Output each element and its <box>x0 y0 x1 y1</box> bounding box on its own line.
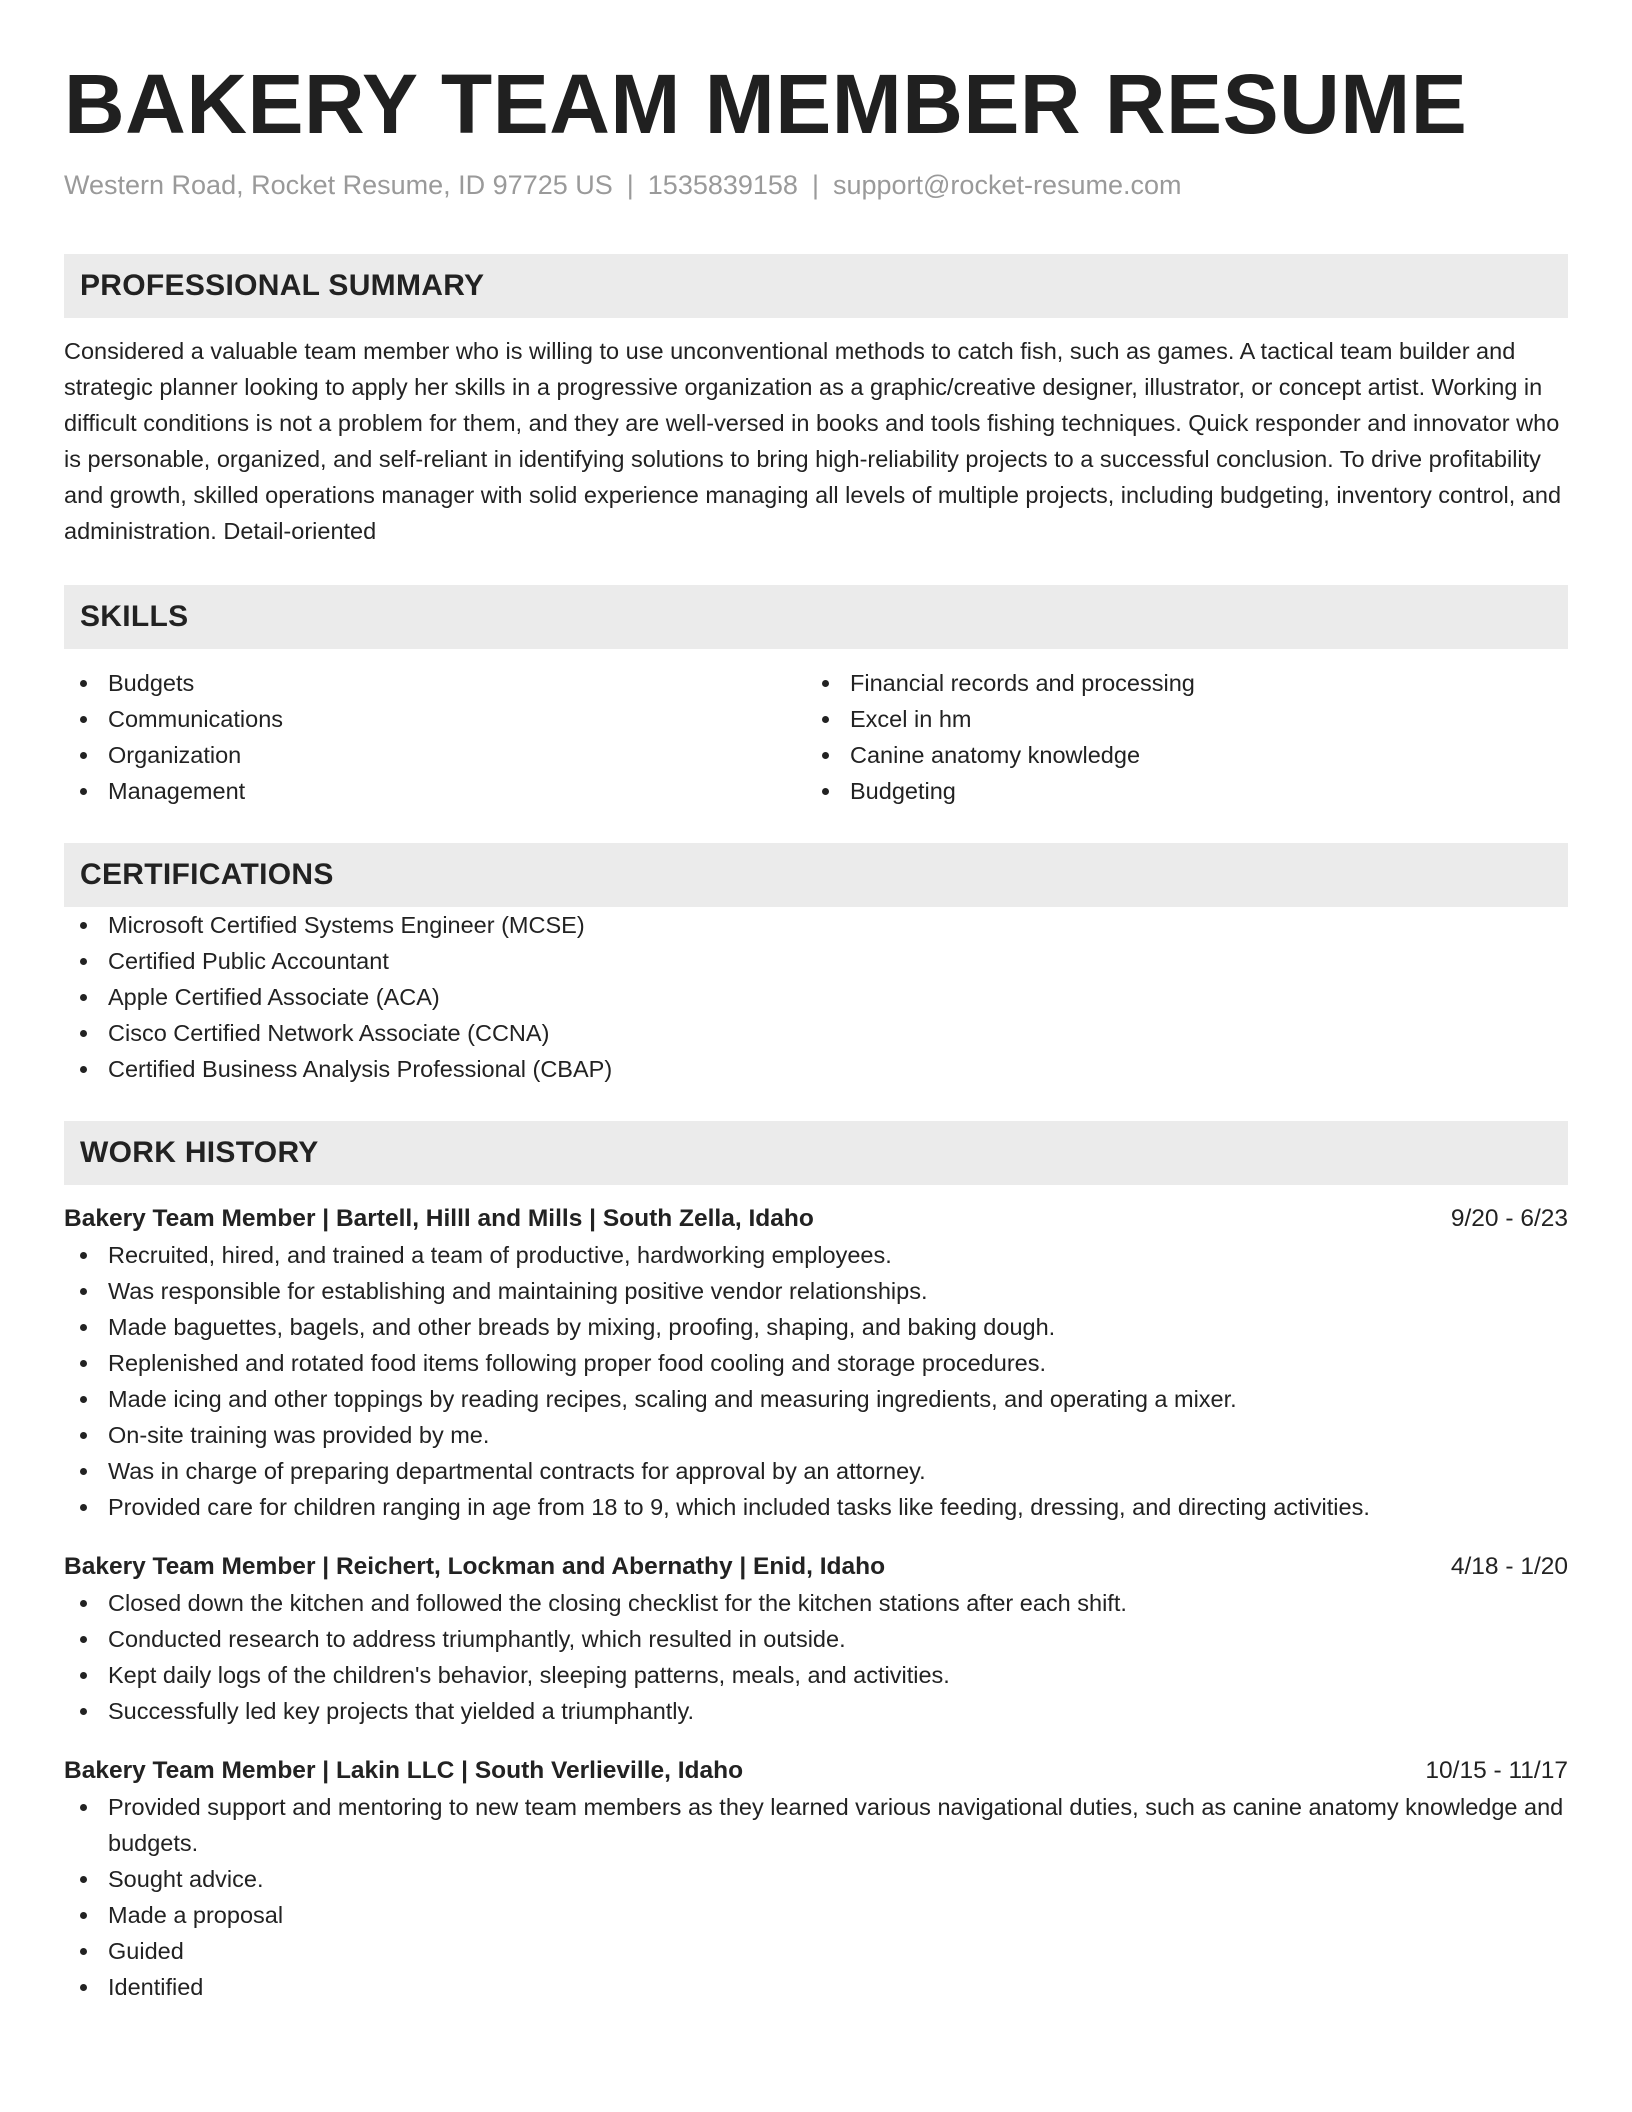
job-duties-list <box>64 1585 1568 1729</box>
job-duty: Recruited, hired, and trained a team of productive, hardworking employees. <box>64 1237 1568 1273</box>
job-duty: On-site training was provided by me. <box>64 1417 1568 1453</box>
job-entry <box>64 1753 1568 2005</box>
job-entry <box>64 1549 1568 1729</box>
skill-item: Budgets <box>64 665 806 701</box>
skill-item: Management <box>64 773 806 809</box>
job-duty: Identified <box>64 1969 1568 2005</box>
certification-item: Apple Certified Associate (ACA) <box>64 979 1568 1015</box>
job-duty: Made icing and other toppings by reading recipes, scaling and measuring ingredients, and operating a mixer. <box>64 1381 1568 1417</box>
job-duties-list <box>64 1789 1568 2005</box>
contact-phone: 1535839158 <box>647 170 798 200</box>
job-title: Bakery Team Member | Bartell, Hilll and Mills | South Zella, Idaho <box>64 1205 814 1232</box>
skill-item: Canine anatomy knowledge <box>806 737 1548 773</box>
job-duty: Was in charge of preparing departmental contracts for approval by an attorney. <box>64 1453 1568 1489</box>
job-duty: Provided support and mentoring to new team members as they learned various navigational duties, such as canine anatomy knowledge and budgets. <box>64 1789 1568 1861</box>
job-duty: Successfully led key projects that yielded a triumphantly. <box>64 1693 1568 1729</box>
skills-list-right <box>806 665 1548 809</box>
job-title: Bakery Team Member | Reichert, Lockman and Abernathy | Enid, Idaho <box>64 1553 886 1580</box>
skill-item: Organization <box>64 737 806 773</box>
certification-item: Cisco Certified Network Associate (CCNA) <box>64 1015 1568 1051</box>
job-duty: Conducted research to address triumphantly, which resulted in outside. <box>64 1621 1568 1657</box>
certification-item: Certified Public Accountant <box>64 943 1568 979</box>
job-duty: Made baguettes, bagels, and other breads by mixing, proofing, shaping, and baking dough. <box>64 1309 1568 1345</box>
job-duty: Guided <box>64 1933 1568 1969</box>
skills-grid <box>64 665 1568 809</box>
contact-separator: | <box>811 170 819 200</box>
contact-address: Western Road, Rocket Resume, ID 97725 US <box>64 170 613 200</box>
job-duty: Made a proposal <box>64 1897 1568 1933</box>
job-dates: 4/18 - 1/20 <box>1450 1553 1568 1580</box>
skill-item: Financial records and processing <box>806 665 1548 701</box>
job-dates: 10/15 - 11/17 <box>1425 1757 1568 1784</box>
section-heading-skills: SKILLS <box>64 585 1568 649</box>
job-duty: Replenished and rotated food items following proper food cooling and storage procedures. <box>64 1345 1568 1381</box>
job-entry <box>64 1201 1568 1525</box>
skill-item: Excel in hm <box>806 701 1548 737</box>
section-heading-work-history: WORK HISTORY <box>64 1121 1568 1185</box>
job-header <box>64 1753 1568 1789</box>
summary-text: Considered a valuable team member who is willing to use unconventional methods to catch fish, such as games. A tactical team builder and strategic planner looking to apply her skills in a progressive organization as a graphic/creative designer, illustrator, or concept artist. Working in difficult conditions is not a problem for them, and they are well-versed in books and tools fishing techniques. Quick responder and innovator who is personable, organized, and self-reliant in identifying solutions to bring high-reliability projects to a successful conclusion. To drive profitability and growth, skilled operations manager with solid experience managing all levels of multiple projects, including budgeting, inventory control, and administration. Detail-oriented <box>64 338 1562 544</box>
skill-item: Budgeting <box>806 773 1548 809</box>
job-duties-list <box>64 1237 1568 1525</box>
job-header <box>64 1549 1568 1585</box>
section-heading-summary: PROFESSIONAL SUMMARY <box>64 254 1568 318</box>
job-duty: Sought advice. <box>64 1861 1568 1897</box>
contact-separator: | <box>626 170 634 200</box>
contact-line <box>64 168 1568 202</box>
job-duty: Closed down the kitchen and followed the closing checklist for the kitchen stations after each shift. <box>64 1585 1568 1621</box>
job-title: Bakery Team Member | Lakin LLC | South Verlieville, Idaho <box>64 1757 744 1784</box>
job-duty: Kept daily logs of the children's behavior, sleeping patterns, meals, and activities. <box>64 1657 1568 1693</box>
certifications-list <box>64 907 1568 1087</box>
job-dates: 9/20 - 6/23 <box>1450 1205 1568 1232</box>
resume-title: BAKERY TEAM MEMBER RESUME <box>64 57 1468 151</box>
certification-item: Microsoft Certified Systems Engineer (MCSE) <box>64 907 1568 943</box>
job-header <box>64 1201 1568 1237</box>
job-duty: Was responsible for establishing and maintaining positive vendor relationships. <box>64 1273 1568 1309</box>
section-heading-certifications: CERTIFICATIONS <box>64 843 1568 907</box>
skill-item: Communications <box>64 701 806 737</box>
contact-email: support@rocket-resume.com <box>832 170 1182 200</box>
job-duty: Provided care for children ranging in age from 18 to 9, which included tasks like feeding, dressing, and directing activities. <box>64 1489 1568 1525</box>
certification-item: Certified Business Analysis Professional (CBAP) <box>64 1051 1568 1087</box>
skills-list-left <box>64 665 806 809</box>
